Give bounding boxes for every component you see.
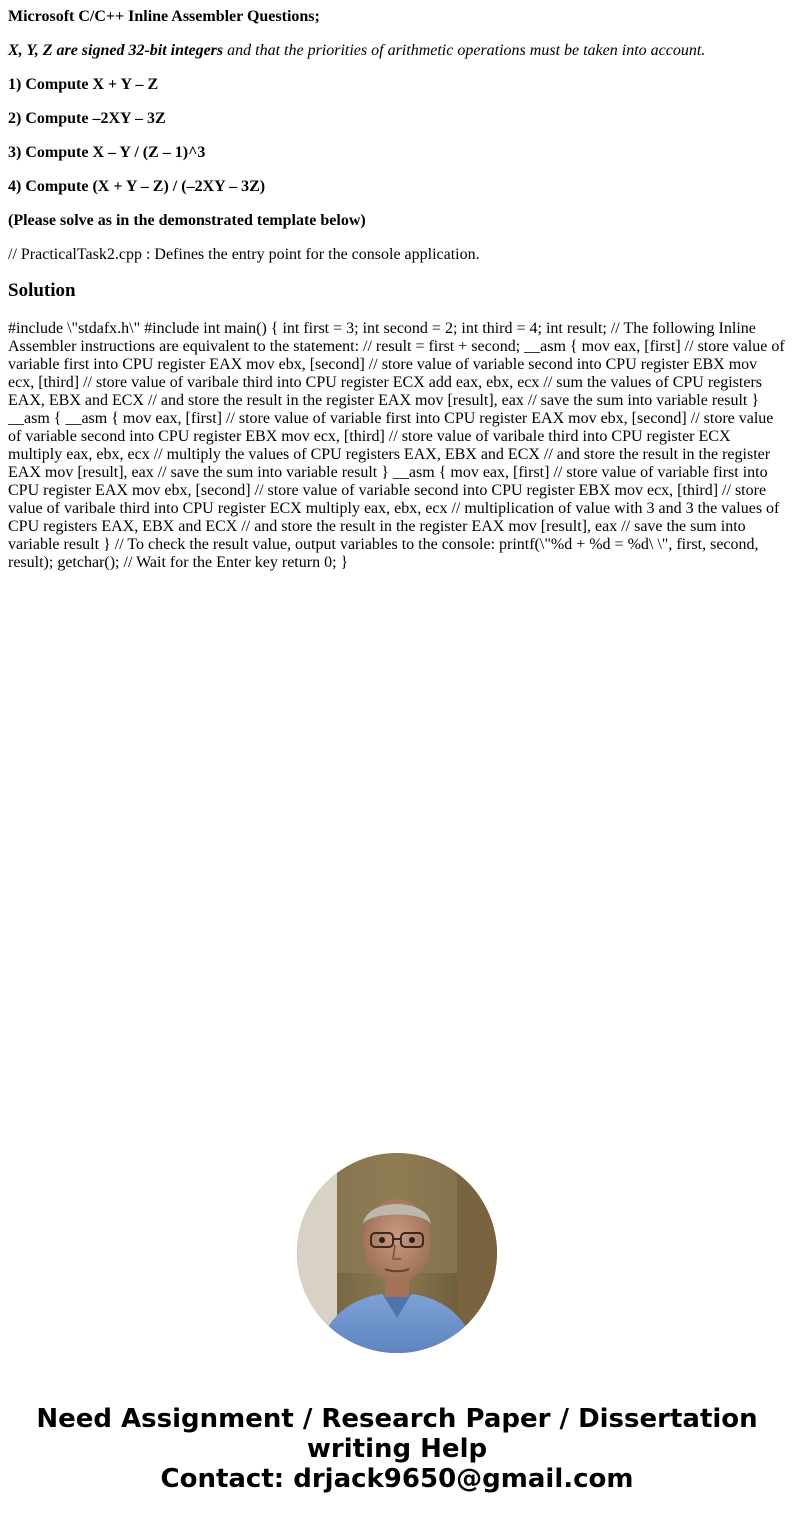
question-item-3: 3) Compute X – Y / (Z – 1)^3 [8, 144, 206, 161]
question-instruction: (Please solve as in the demonstrated template below) [8, 212, 366, 229]
question-item-1: 1) Compute X + Y – Z [8, 76, 159, 93]
author-photo-image [297, 1153, 497, 1353]
question-item-2: 2) Compute –2XY – 3Z [8, 110, 166, 127]
question-premise [8, 42, 786, 60]
code-comment-line: // PracticalTask2.cpp : Defines the entry point for the console application. [8, 246, 480, 263]
promo-footer [0, 1404, 794, 1494]
premise-bold: X, Y, Z are signed 32-bit integers [8, 42, 224, 59]
promo-line-1: Need Assignment / Research Paper / Dissertation [36, 1404, 758, 1434]
solution-heading: Solution [8, 280, 76, 301]
promo-contact: Contact: drjack9650@gmail.com [160, 1464, 634, 1494]
promo-line-2: writing Help [306, 1434, 488, 1464]
premise-rest: and that the priorities of arithmetic operations must be taken into account. [223, 42, 706, 59]
question-item-4: 4) Compute (X + Y – Z) / (–2XY – 3Z) [8, 178, 266, 195]
document-body [8, 8, 786, 572]
author-photo [297, 1153, 497, 1353]
solution-code-text: #include \"stdafx.h\" #include int main() { int first = 3; int second = 2; int third = 4; int result; // The following Inline Assembler instructions are equivalent to the statement: // result = first + second; __asm { mov eax, [first] // store value of variable first into CPU register EAX mov ebx, [second] // store value of variable second into CPU register EBX mov ecx, [third] // store value of varibale third into CPU register ECX add eax, ebx, ecx // sum the values of CPU registers EAX, EBX and ECX // and store the result in the register EAX mov [result], eax // save the sum into variable result } __asm { __asm { mov eax, [first] // store value of variable first into CPU register EAX mov ebx, [second] // store value of variable second into CPU register EBX mov ecx, [third] // store value of varibale third into CPU register ECX multiply eax, ebx, ecx // multiply the values of CPU registers EAX, EBX and ECX // and store the result in the register EAX mov [result], eax // save the sum into variable result } __asm { mov eax, [first] // store value of variable first into CPU register EAX mov ebx, [second] // store value of variable second into CPU register EBX mov ecx, [third] // store value of varibale third into CPU register ECX multiply eax, ebx, ecx // multiplication of value with 3 and 3 the values of CPU registers EAX, EBX and ECX // and store the result in the register EAX mov [result], eax // save the sum into variable result } // To check the result value, output variables to the console: printf(\"%d + %d = %d\ \", first, second, result); getchar(); // Wait for the Enter key return 0; } [8, 320, 785, 571]
question-title: Microsoft C/C++ Inline Assembler Questions; [8, 8, 320, 25]
